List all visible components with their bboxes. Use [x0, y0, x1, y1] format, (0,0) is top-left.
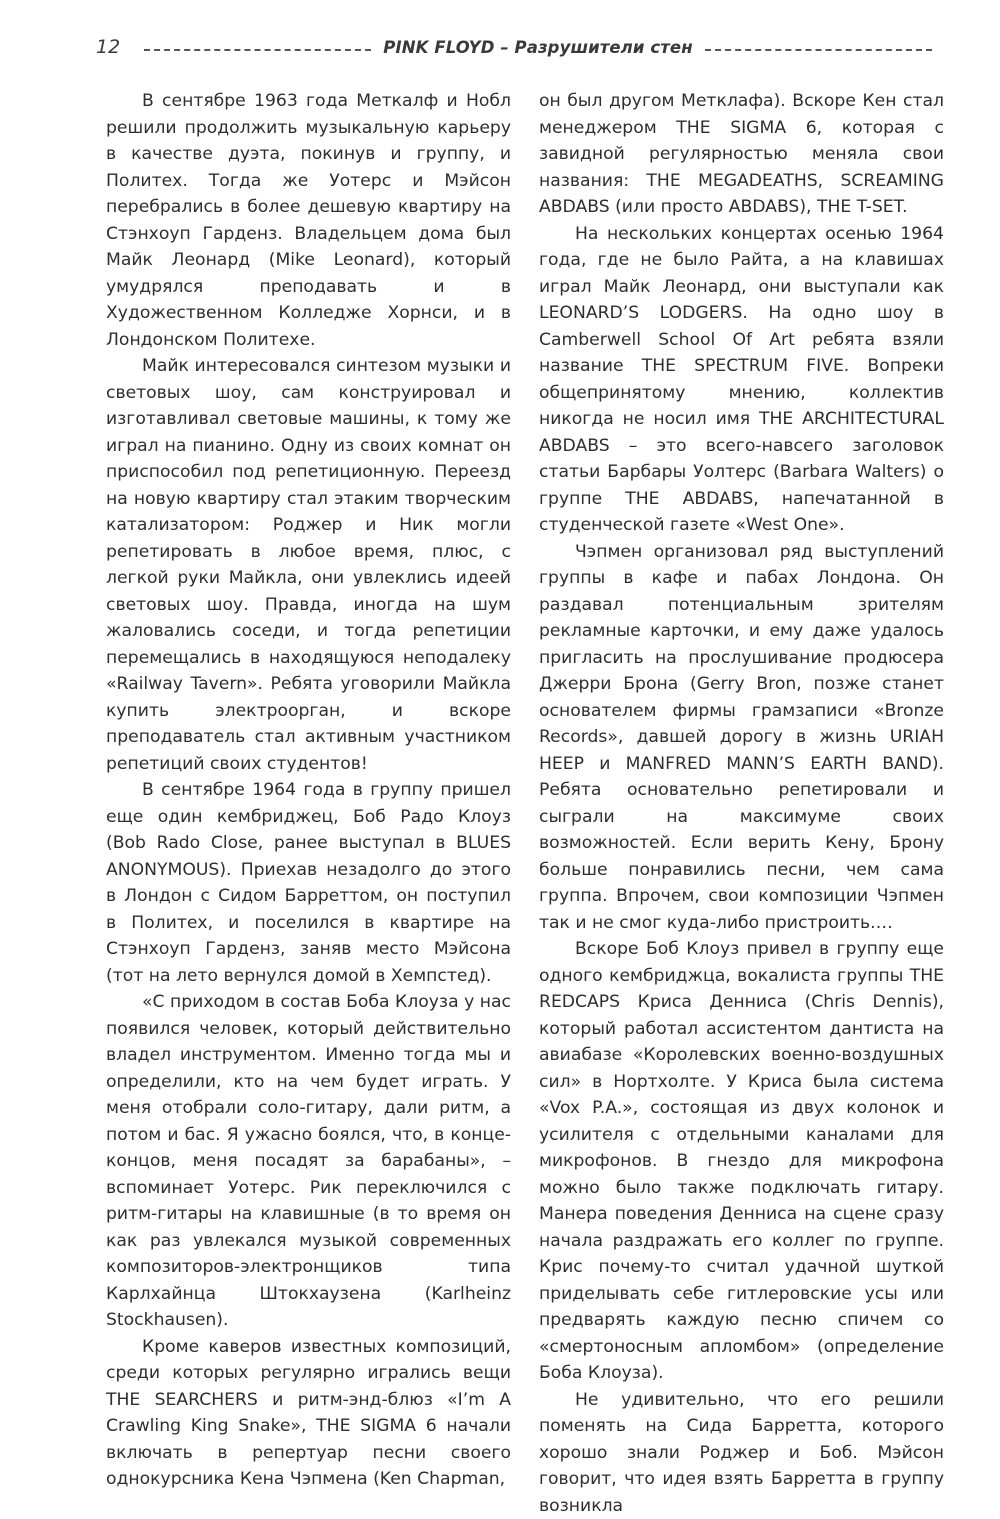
paragraph: В сентябре 1963 года Меткалф и Нобл решили продолжить музыкальную карьеру в качестве дуэта, покинув и группу, и Политех. Тогда же Уотерс и Мэйсон перебрались в более дешевую квартиру на Стэнхоуп Гарденз. Владельцем дома был Майк Леонард (Mike Leonard), который умудрялся преподавать и в Художественном Колледже Хорнси, и в Лондонском Политехе.	[106, 88, 511, 353]
text-columns	[106, 88, 944, 1408]
paragraph: На нескольких концертах осенью 1964 года, где не было Райта, а на клавишах играл Майк Леонард, они выступали как LEONARD’S LODGERS. На одно шоу в Camberwell School Of Art ребята взяли название THE SPECTRUM FIVE. Вопреки общепринятому мнению, коллектив никогда не носил имя THE ARCHITECTURAL ABDABS – это всего-навсего заголовок статьи Барбары Уолтерс (Barbara Walters) о группе THE ABDABS, напечатанной в студенческой газете «West One».	[539, 221, 944, 539]
paragraph: Чэпмен организовал ряд выступлений группы в кафе и пабах Лондона. Он раздавал потенциальным зрителям рекламные карточки, и ему даже удалось пригласить на прослушивание продюсера Джерри Брона (Gerry Bron, позже станет основателем фирмы грамзаписи «Bronze Records», давшей дорогу в жизнь URIAH HEEP и MANFRED MANN’S EARTH BAND). Ребята основательно репетировали и сыграли на максимуме своих возможностей. Если верить Кену, Брону больше понравились песни, чем сама группа. Впрочем, свои композиции Чэпмен так и не смог куда-либо пристроить.…	[539, 539, 944, 937]
header-rule-right	[705, 49, 932, 51]
paragraph: Вскоре Боб Клоуз привел в группу еще одного кембриджца, вокалиста группы THE REDCAPS Криса Денниса (Chris Dennis), который работал ассистентом дантиста на авиабазе «Королевских военно-воздушных сил» в Нортхолте. У Криса была система «Vox P.A.», состоящая из двух колонок и усилителя с отдельными каналами для микрофонов. В гнездо для микрофона можно было также подключать гитару. Манера поведения Денниса на сцене сразу начала раздражать его коллег по группе. Крис почему-то считал удачной шуткой приделывать себе гитлеровские усы или предварять каждую песню спичем со «смертоносным апломбом» (определение Боба Клоуза).	[539, 936, 944, 1387]
paragraph: В сентябре 1964 года в группу пришел еще один кембриджец, Боб Радо Клоуз (Bob Rado Close, ранее выступал в BLUES ANONYMOUS). Приехав незадолго до этого в Лондон с Сидом Барреттом, он поступил в Политех, и поселился в квартире на Стэнхоуп Гарденз, заняв место Мэйсона (тот на лето вернулся домой в Хемпстед).	[106, 777, 511, 989]
paragraph-continued: он был другом Метклафа). Вскоре Кен стал менеджером THE SIGMA 6, которая с завидной регулярностью меняла свои названия: THE MEGADEATHS, SCREAMING ABDABS (или просто ABDABS), THE T-SET.	[539, 88, 944, 221]
right-column	[539, 88, 944, 1408]
left-column	[106, 88, 511, 1408]
paragraph: Не удивительно, что его решили поменять на Сида Барретта, которого хорошо знали Роджер и Боб. Мэйсон говорит, что идея взять Барретта в группу возникла	[539, 1387, 944, 1519]
running-title: PINK FLOYD – Разрушители стен	[383, 38, 692, 57]
paragraph: Кроме каверов известных композиций, среди которых регулярно игрались вещи THE SEARCHERS и ритм-энд-блюз «I’m A Crawling King Snake», THE SIGMA 6 начали включать в репертуар песни своего однокурсника Кена Чэпмена (Ken Chapman,	[106, 1334, 511, 1493]
page-header	[96, 32, 944, 62]
header-rule-left	[144, 49, 371, 51]
paragraph: Майк интересовался синтезом музыки и световых шоу, сам конструировал и изготавливал световые машины, к тому же играл на пианино. Одну из своих комнат он приспособил под репетиционную. Переезд на новую квартиру стал этаким творческим катализатором: Роджер и Ник могли репетировать в любое время, плюс, с легкой руки Майкла, они увлеклись идеей световых шоу. Правда, иногда на шум жаловались соседи, и тогда репетиции перемещались в находящуюся неподалеку «Railway Tavern». Ребята уговорили Майкла купить электроорган, и вскоре преподаватель стал активным участником репетиций своих студентов!	[106, 353, 511, 777]
paragraph: «С приходом в состав Боба Клоуза у нас появился человек, который действительно владел инструментом. Именно тогда мы и определили, кто на чем будет играть. У меня отобрали соло-гитару, дали ритм, а потом и бас. Я ужасно боялся, что, в конце-концов, меня посадят за барабаны», – вспоминает Уотерс. Рик переключился с ритм-гитары на клавишные (в то время он как раз увлекался музыкой современных композиторов-электронщиков типа Карлхайнца Штокхаузена (Karlheinz Stockhausen).	[106, 989, 511, 1334]
page-number: 12	[96, 36, 132, 58]
